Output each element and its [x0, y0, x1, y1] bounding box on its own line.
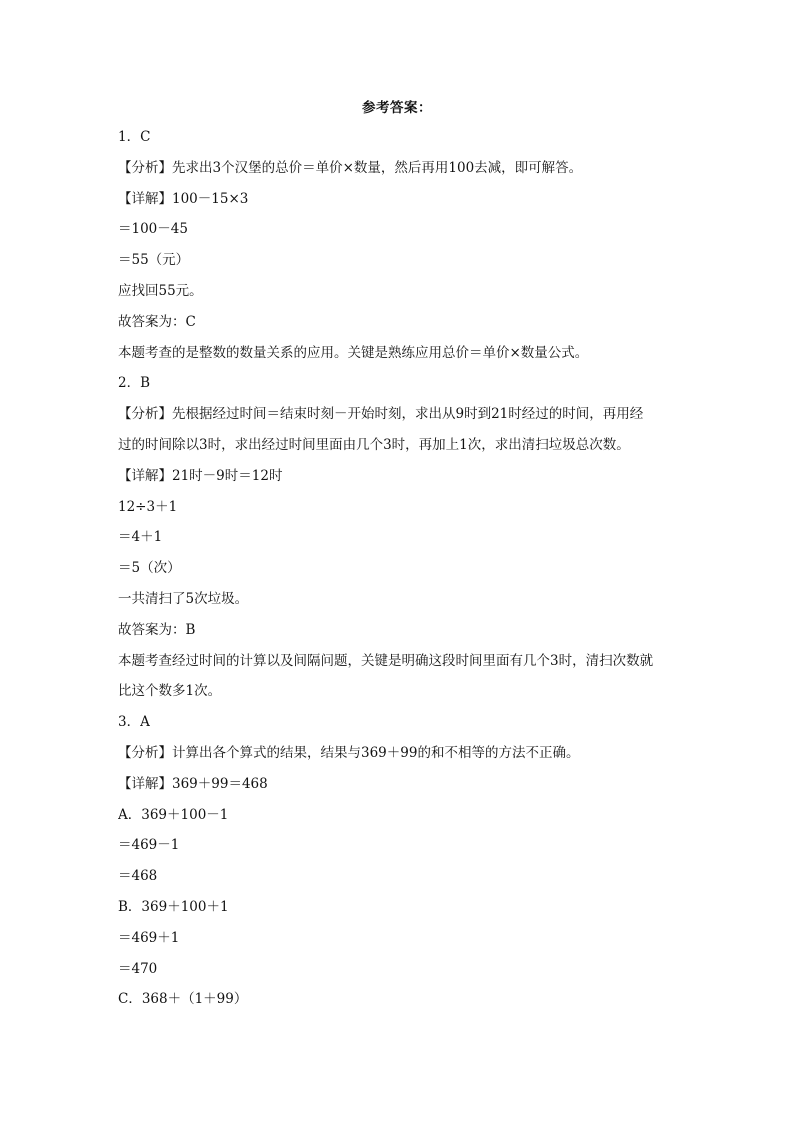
text-line: C．368＋（1＋99） [118, 991, 248, 1008]
text-line: 比这个数多1次。 [118, 683, 222, 700]
text-line: ＝469－1 [118, 837, 180, 854]
text-line: 故答案为：C [118, 313, 196, 330]
text-line: 【详解】100－15×3 [118, 190, 249, 207]
text-line: 本题考查的是整数的数量关系的应用。关键是熟练应用总价＝单价×数量公式。 [118, 344, 589, 361]
text-line: 一共清扫了5次垃圾。 [118, 590, 249, 607]
text-line: ＝470 [118, 960, 158, 977]
text-line: 应找回55元。 [118, 282, 203, 299]
text-line: 故答案为：B [118, 621, 196, 638]
text-line: 本题考查经过时间的计算以及间隔问题，关键是明确这段时间里面有几个3时，清扫次数就 [118, 652, 654, 669]
text-line: 【分析】计算出各个算式的结果，结果与369＋99的和不相等的方法不正确。 [118, 744, 580, 761]
answer-body [118, 122, 688, 1015]
text-line: B．369＋100＋1 [118, 898, 229, 915]
text-line: ＝468 [118, 868, 158, 885]
text-line: ＝55（元） [118, 252, 190, 269]
text-line: 2．B [118, 375, 151, 392]
text-line: 【分析】先求出3个汉堡的总价＝单价×数量，然后再用100去减，即可解答。 [118, 159, 583, 176]
text-line: ＝4＋1 [118, 529, 163, 546]
answer-key-title: 参考答案： [362, 100, 432, 116]
text-line: 12÷3＋1 [118, 498, 178, 515]
text-line: 1．C [118, 129, 151, 145]
text-line: 3．A [118, 714, 150, 731]
text-line: 过的时间除以3时，求出经过时间里面由几个3时，再加上1次，求出清扫垃圾总次数。 [118, 436, 630, 453]
text-line: 【分析】先根据经过时间＝结束时刻－开始时刻，求出从9时到21时经过的时间，再用经 [118, 406, 644, 423]
text-line: 【详解】21时－9时＝12时 [118, 467, 283, 484]
text-line: ＝469＋1 [118, 929, 180, 946]
text-line: ＝100－45 [118, 221, 188, 238]
text-line: 【详解】369＋99＝468 [118, 775, 268, 792]
text-line: ＝5（次） [118, 560, 181, 577]
text-line: A．369＋100－1 [118, 806, 229, 823]
